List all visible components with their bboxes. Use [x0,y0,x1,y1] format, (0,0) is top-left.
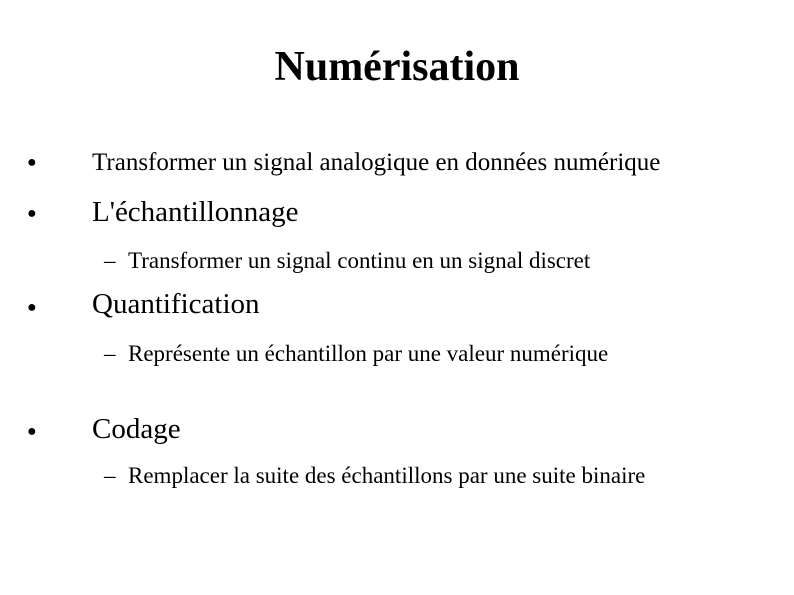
slide-title: Numérisation [274,44,520,90]
bullet-icon: ● [27,154,37,171]
sub-item-text: Représente un échantillon par une valeur numérique [128,341,609,366]
dash-icon: – [104,248,116,273]
sub-item-text: Transformer un signal continu en un signal discret [128,248,591,273]
bullet-icon: ● [27,205,37,222]
bullet-icon: ● [27,299,37,316]
bullet-icon: ● [27,423,37,440]
list-item-text: Quantification [92,288,260,320]
list-item-text: Codage [92,413,181,445]
dash-icon: – [104,341,116,366]
list-item-text: Transformer un signal analogique en données numérique [92,149,661,176]
sub-item-text: Remplacer la suite des échantillons par une suite binaire [128,463,646,488]
list-item-text: L'échantillonnage [92,196,299,228]
dash-icon: – [104,463,116,488]
